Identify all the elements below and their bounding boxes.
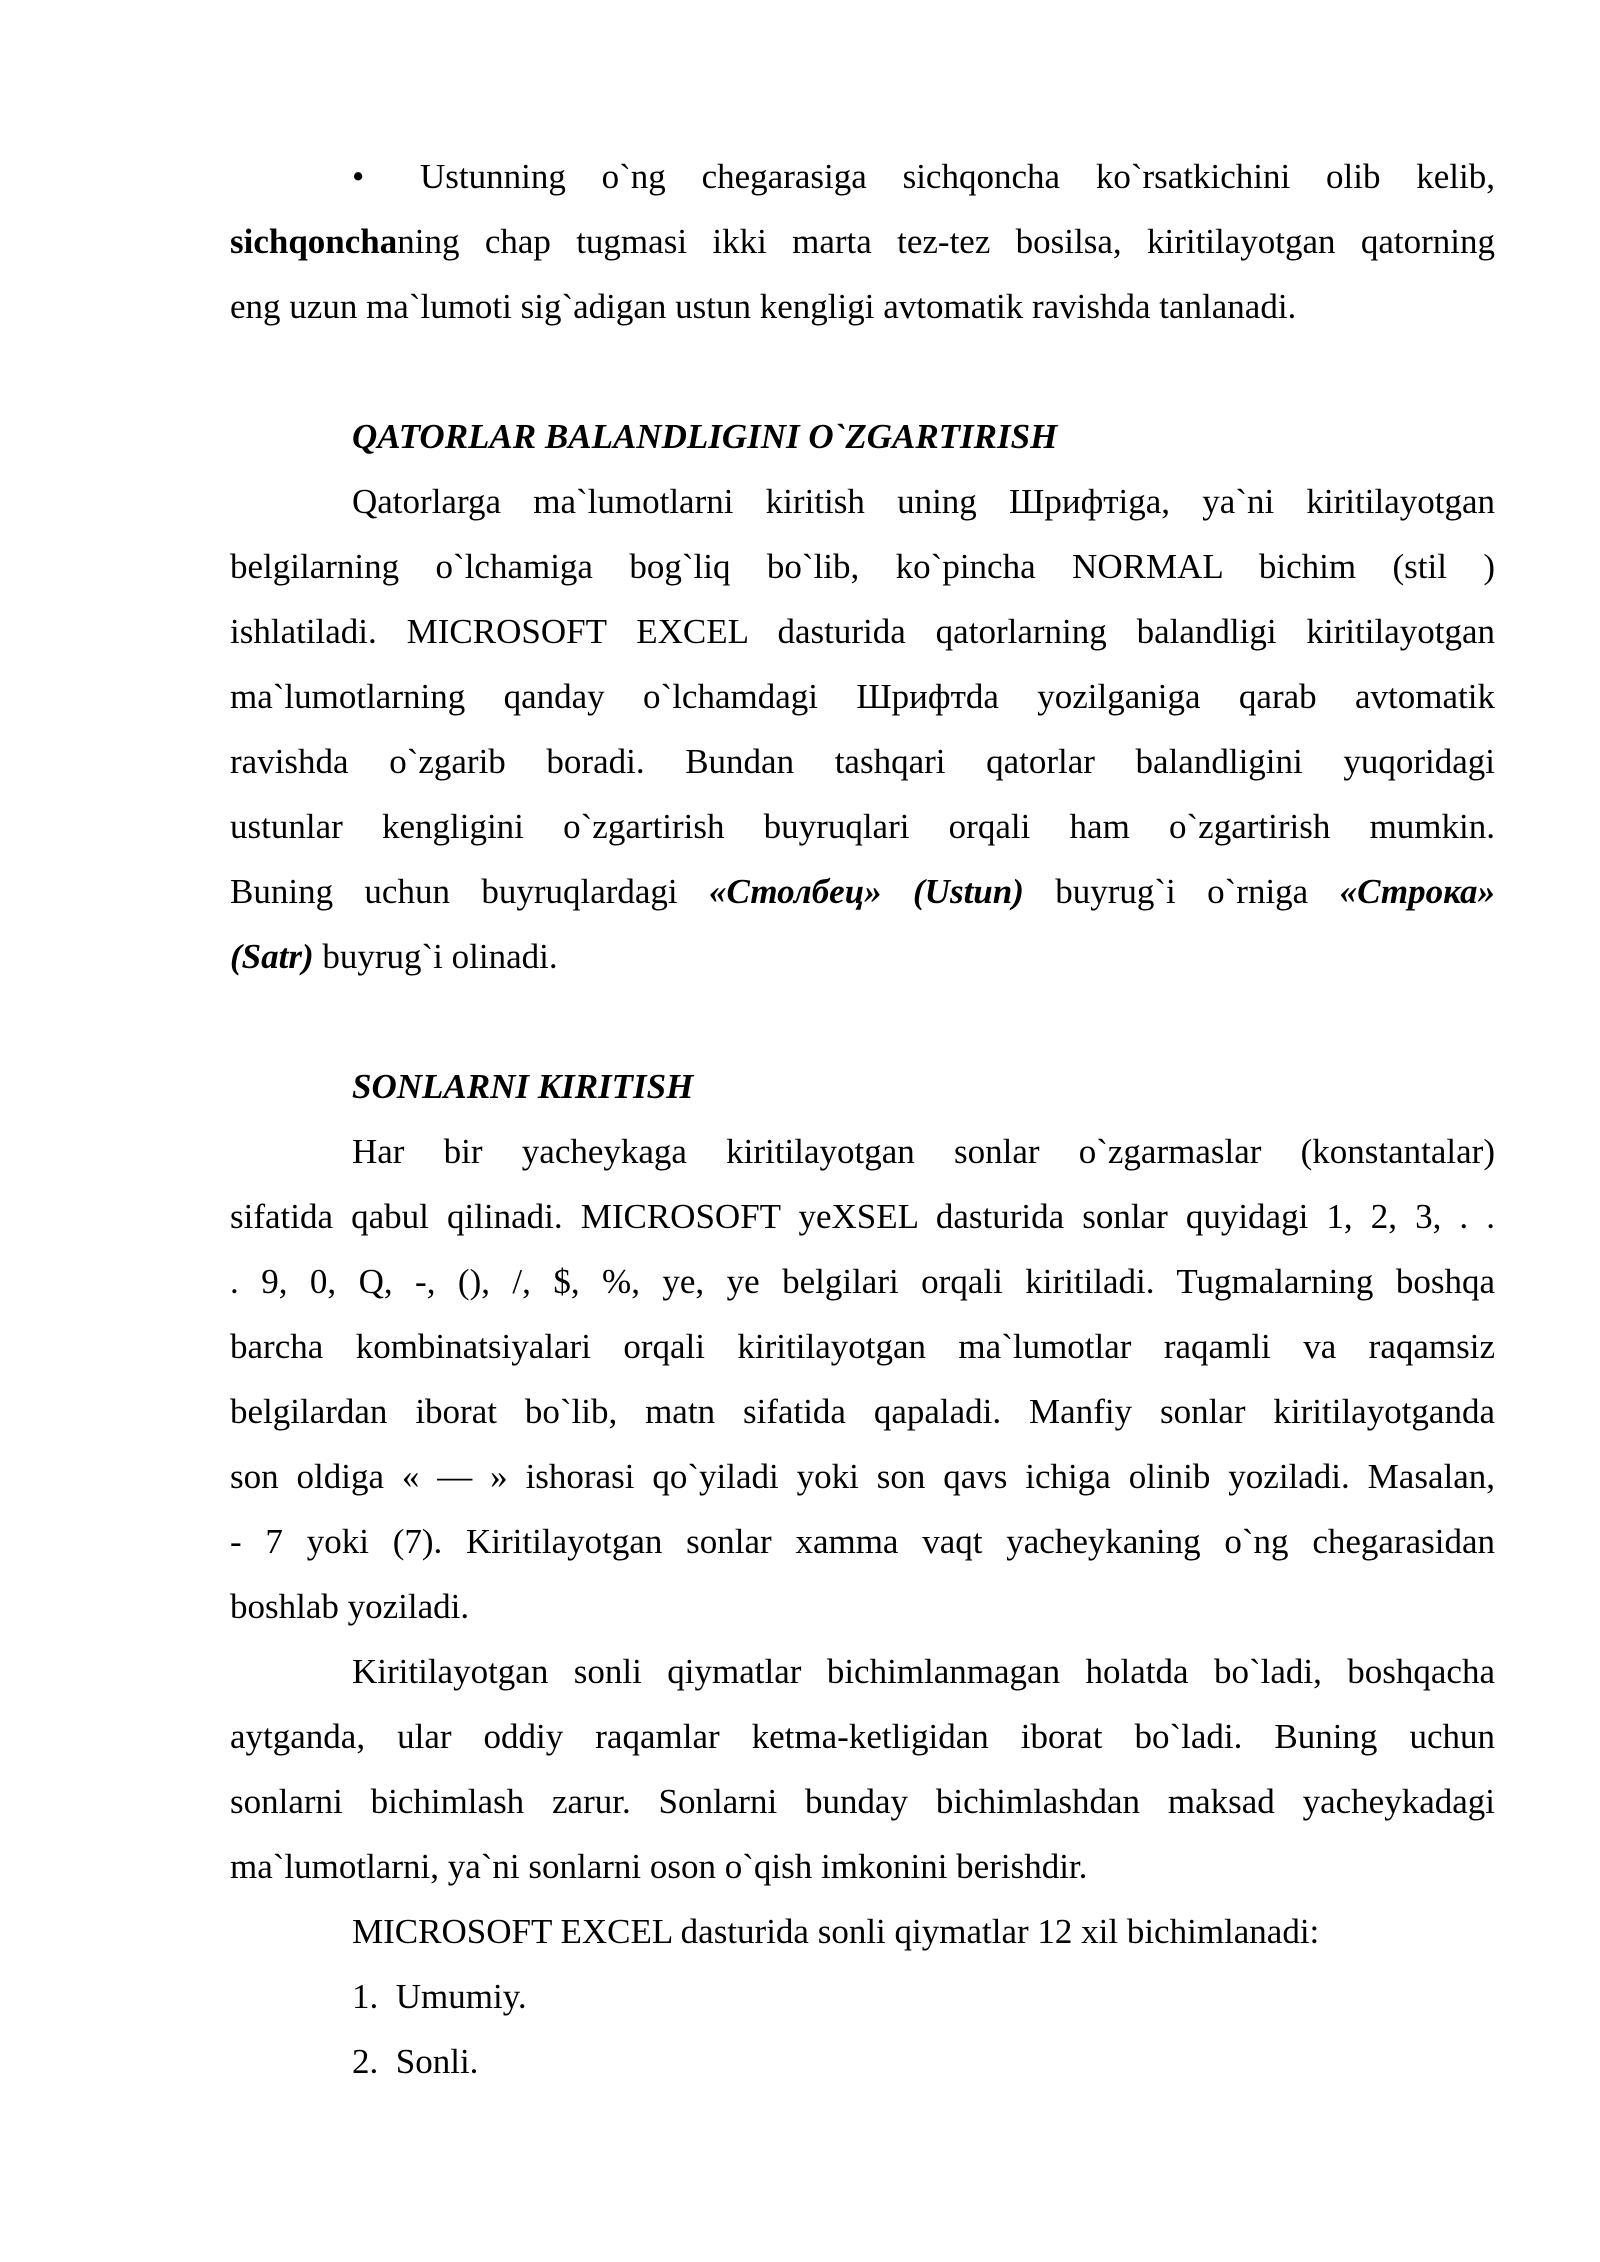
rows-line-4: ma`lumotlarning qanday o`lchamdagi Шрифтda yozilganiga qarab avtomatik (230, 677, 1495, 716)
formatting-line-1: Kiritilayotgan sonli qiymatlar bichimlanmagan holatda bo`ladi, boshqacha (352, 1652, 1495, 1691)
rows-line-6: ustunlar kengligini o`zgartirish buyruqlari orqali ham o`zgartirish mumkin. (230, 807, 1495, 846)
rows-line-3: ishlatiladi. MICROSOFT EXCEL dasturida qatorlarning balandligi kiritilayotgan (230, 612, 1495, 651)
rows-line-7-c: buyrug`i o`rniga (1023, 872, 1340, 911)
rows-line-7 (230, 859, 1495, 924)
stolbets-term: «Столбец» (Ustun) (709, 872, 1024, 911)
numbers-line-6: son oldiga « — » ishorasi qo`yiladi yoki son qavs ichiga olinib yoziladi. Masalan, (230, 1457, 1495, 1496)
list-item: 2. Sonli. (352, 2042, 479, 2081)
rows-line-7-a: Buning uchun buyruqlardagi (230, 872, 709, 911)
bullet-line-2 (230, 209, 1495, 274)
list-item: 1. Umumiy. (352, 1977, 527, 2016)
formatting-line-4: ma`lumotlarni, ya`ni sonlarni oson o`qish imkonini berishdir. (230, 1847, 1088, 1886)
formatting-line-3: sonlarni bichimlash zarur. Sonlarni bunday bichimlashdan maksad yacheykadagi (230, 1782, 1495, 1821)
numbers-line-2: sifatida qabul qilinadi. MICROSOFT yeXSEL dasturida sonlar quyidagi 1, 2, 3, . . (230, 1197, 1495, 1236)
rows-line-2: belgilarning o`lchamiga bog`liq bo`lib, ko`pincha NORMAL bichim (stil ) (230, 547, 1495, 586)
numbers-line-8: boshlab yoziladi. (230, 1587, 470, 1626)
numbers-line-5: belgilardan iborat bo`lib, matn sifatida qapaladi. Manfiy sonlar kiritilayotganda (230, 1392, 1495, 1431)
numbers-line-7: - 7 yoki (7). Kiritilayotgan sonlar xamma vaqt yacheykaning o`ng chegarasidan (230, 1522, 1495, 1561)
stroka-term: «Строка» (1339, 872, 1495, 911)
numbers-line-4: barcha kombinatsiyalari orqali kiritilayotgan ma`lumotlar raqamli va raqamsiz (230, 1327, 1495, 1366)
bold-term: sichqoncha (230, 222, 398, 261)
satr-term: (Satr) (230, 937, 314, 976)
rows-line-5: ravishda o`zgarib boradi. Bundan tashqari qatorlar balandligini yuqoridagi (230, 742, 1495, 781)
numbers-line-1: Har bir yacheykaga kiritilayotgan sonlar o`zgarmaslar (konstantalar) (352, 1132, 1495, 1171)
rows-line-8-b: buyrug`i olinadi. (313, 937, 558, 976)
section-heading-numbers: SONLARNI KIRITISH (352, 1067, 694, 1106)
numbers-line-3: . 9, 0, Q, -, (), /, $, %, ye, ye belgilari orqali kiritiladi. Tugmalarning boshqa (230, 1262, 1495, 1301)
rows-line-1: Qatorlarga ma`lumotlarni kiritish uning Шрифтiga, ya`ni kiritilayotgan (352, 482, 1495, 521)
formats-intro: MICROSOFT EXCEL dasturida sonli qiymatlar 12 xil bichimlanadi: (352, 1912, 1320, 1951)
formatting-line-2: aytganda, ular oddiy raqamlar ketma-ketligidan iborat bo`ladi. Buning uchun (230, 1717, 1495, 1756)
bullet-line-3: eng uzun ma`lumoti sig`adigan ustun kengligi avtomatik ravishda tanlanadi. (230, 287, 1297, 326)
bullet-line-2-rest: ning chap tugmasi ikki marta tez-tez bosilsa, kiritilayotgan qatorning (397, 222, 1495, 261)
bullet-line-1: Ustunning o`ng chegarasiga sichqoncha ko`rsatkichini olib kelib, (420, 157, 1495, 196)
rows-line-8 (230, 924, 1495, 989)
section-heading-rows: QATORLAR BALANDLIGINI O`ZGARTIRISH (352, 417, 1058, 456)
bullet-symbol: • (352, 157, 365, 196)
